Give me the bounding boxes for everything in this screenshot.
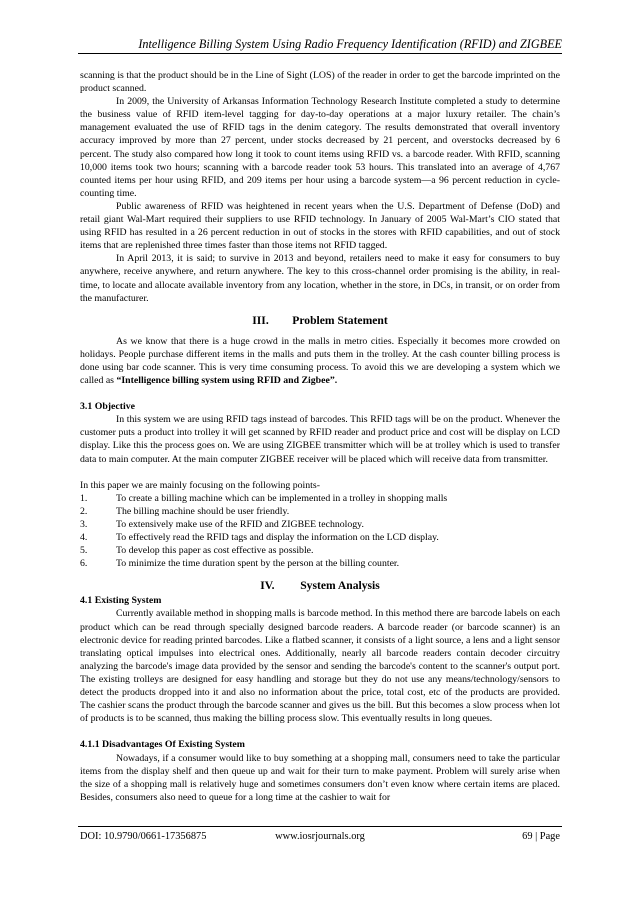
spacer — [80, 725, 560, 738]
paragraph-problem-statement — [80, 335, 560, 387]
footer-website: www.iosrjournals.org — [275, 831, 365, 842]
list-item — [80, 518, 560, 531]
list-item — [80, 505, 560, 518]
section-title: System Analysis — [300, 579, 380, 593]
page-footer — [80, 830, 560, 844]
paragraph-disadvantages: Nowadays, if a consumer would like to buy something at a shopping mall, consumers need to take the particular items from the display shelf and then queue up and wait for their turn to make payment. Problem will surely arise when the size of a shopping mall is relatively huge and sometimes consumers don’t even know where certain items are placed. Besides, consumers also need to queue for a long time at the cashier to wait for — [80, 752, 560, 803]
footer-rule — [78, 826, 562, 827]
paragraph-arkansas-study: In 2009, the University of Arkansas Information Technology Research Institute completed a study to determine the business value of RFID item-level tagging for day-to-day operations at a major luxury retailer. The chain’s management evaluated the use of RFID tags in the denim category. The results demonstrated that overall inventory accuracy improved by more than 27 percent, under stocks decreased by 21 percent, and overstocks decreased by 6 percent. The study also compared how long it took to count items using RFID vs. a barcode reader. With RFID, scanning 10,000 items took two hours; scanning with a barcode reader took 53 hours. This translated into an average of 4,767 counted items per hour using RFID, and 209 items per hour using a barcode system—a 96 percent reduction in cycle-counting time. — [80, 96, 560, 199]
section-heading-problem-statement — [80, 314, 560, 328]
subheading-existing-system: 4.1 Existing System — [80, 595, 162, 607]
footer-doi: DOI: 10.9790/0661-17356875 — [80, 831, 207, 842]
section-number: III. — [252, 313, 269, 327]
points-intro: In this paper we are mainly focusing on the following points- — [80, 479, 320, 491]
subheading-disadvantages: 4.1.1 Disadvantages Of Existing System — [80, 739, 245, 751]
problem-text: As we know that there is a huge crowd in the malls in metro cities. Especially it becomes more crowded on holidays. People purchase different items in the malls and puts them in the trolley. At the cash counter billing process is done using bar code scanner. This is very time consuming process. To avoid this we are developing a system which we called as — [80, 335, 560, 386]
paragraph-objective: In this system we are using RFID tags instead of barcodes. This RFID tags will be on the product. Whenever the customer puts a product into trolley it will get scanned by RFID reader and product price and cost will be display on LCD display. Like this the process goes on. We are using ZIGBEE transmitter which will be at trolley which is used to transfer data to main computer. At the main computer ZIGBEE receiver will be placed which will receive data from transmitter. — [80, 414, 560, 465]
paragraph-public-awareness: Public awareness of RFID was heightened in recent years when the U.S. Department of Defense (DoD) and retail giant Wal-Mart required their suppliers to use RFID technology. In January of 2005 Wal-Mart’s CIO stated that using RFID has resulted in a 26 percent reduction in out of stocks in the stores with RFID capabilities, and out of stock items that are replenished three times faster than those items not RFID tagged. — [80, 200, 560, 252]
spacer — [80, 387, 560, 400]
section-heading-system-analysis — [80, 579, 560, 593]
list-text: To develop this paper as cost effective as possible. — [116, 545, 314, 557]
paragraph-april-2013: In April 2013, it is said; to survive in 2013 and beyond, retailers need to make it easy for consumers to buy anywhere, receive anywhere, and return anywhere. The key to this cross-channel order promising is the ability, in real-time, to locate and allocate available inventory from any location, whether in the store, in DCs, in transit, or on order from the manufacturer. — [80, 253, 560, 304]
header-rule — [78, 53, 562, 54]
list-number: 3. — [80, 519, 88, 530]
list-text: To effectively read the RFID tags and display the information on the LCD display. — [116, 532, 439, 544]
paragraph-continued: scanning is that the product should be in the Line of Sight (LOS) of the reader in order to get the barcode imprinted on the product scanned. — [80, 70, 560, 95]
list-text: The billing machine should be user friendly. — [116, 505, 290, 517]
list-number: 6. — [80, 558, 88, 570]
system-name-bold: “Intelligence billing system using RFID and Zigbee”. — [116, 374, 338, 386]
list-item — [80, 557, 560, 570]
section-title: Problem Statement — [292, 313, 388, 327]
list-text: To minimize the time duration spent by the person at the billing counter. — [116, 558, 400, 570]
objective-points-list — [80, 492, 560, 571]
list-text: To extensively make use of the RFID and ZIGBEE technology. — [116, 519, 364, 530]
list-number: 1. — [80, 492, 88, 504]
list-number: 2. — [80, 505, 88, 517]
list-item — [80, 531, 560, 544]
list-number: 4. — [80, 532, 88, 544]
running-header: Intelligence Billing System Using Radio Frequency Identification (RFID) and ZIGBEE — [138, 37, 562, 51]
page-body — [80, 69, 560, 804]
section-number: IV. — [260, 579, 275, 593]
footer-page-number: 69 | Page — [522, 831, 560, 842]
paragraph-existing-system: Currently available method in shopping malls is barcode method. In this method there are barcode labels on each product which can be read through specially designed barcode readers. A barcode reader (or barcode scanner) is an electronic device for reading printed barcodes. Like a flatbed scanner, it consists of a light source, a lens and a light sensor translating optical impulses into electrical ones. Additionally, nearly all barcode readers contain decoder circuitry analyzing the barcode's image data provided by the sensor and sending the barcode's content to the scanner's output port. The existing trolleys are designed for easy handling and storage but they do not use any means/technology/sensors to detect the products dropped into it and also no information about the price, total cost, etc of the products are provided. The cashier scans the product through the barcode scanner and gives us the bill. But this becomes a slow process when lot of products is to be scanned, thus making the billing process slow. This eventually results in long queues. — [80, 608, 560, 725]
spacer — [80, 466, 560, 479]
list-item — [80, 544, 560, 557]
list-item — [80, 492, 560, 505]
list-number: 5. — [80, 545, 88, 557]
subheading-objective: 3.1 Objective — [80, 401, 135, 413]
list-text: To create a billing machine which can be implemented in a trolley in shopping malls — [116, 492, 448, 504]
